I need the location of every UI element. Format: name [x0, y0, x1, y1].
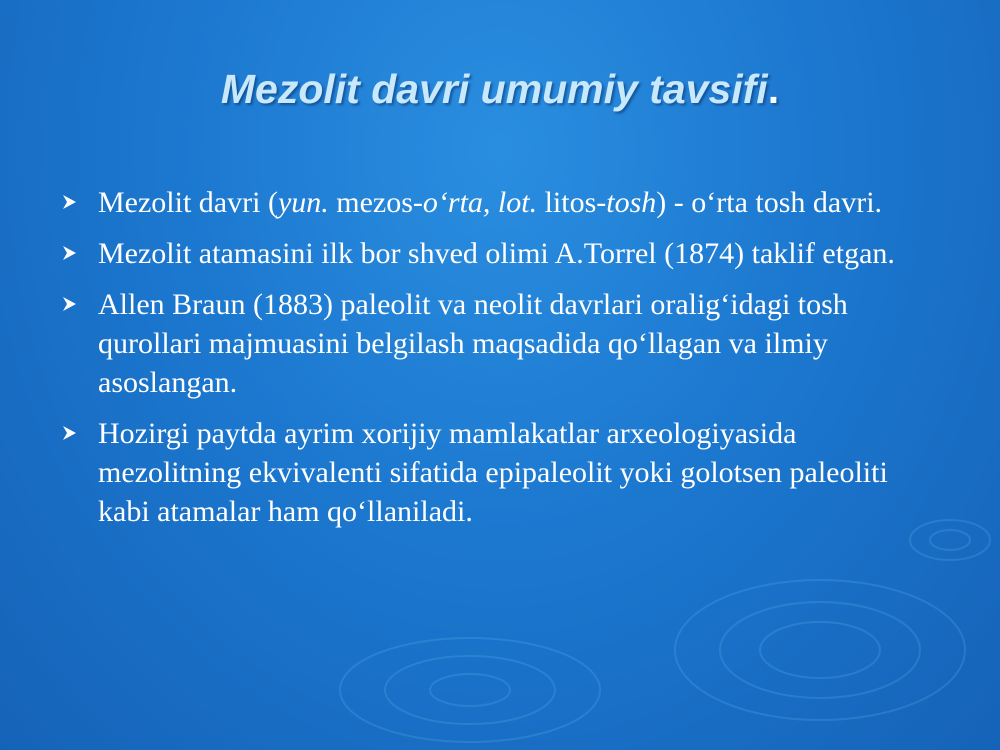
arrow-bullet-icon — [62, 194, 77, 210]
slide-title — [0, 66, 1000, 113]
title-period: . — [767, 66, 780, 112]
bullet-text: mezos- — [328, 186, 423, 219]
bullet-item — [62, 414, 942, 531]
bullet-text: Mezolit davri ( — [98, 186, 278, 219]
bullet-text: tosh — [606, 186, 657, 219]
bullet-text: yun. — [277, 186, 329, 219]
bullet-text: Hozirgi paytda ayrim xorijiy mamlakatlar arxeologiyasida mezolitning ekvivalenti sifatida epipaleolit yoki golotsen paleoliti kabi atamalar ham qo‘llaniladi. — [98, 417, 888, 528]
bullet-item — [62, 285, 942, 402]
arrow-bullet-icon — [62, 245, 77, 261]
bullet-list — [62, 183, 942, 543]
arrow-bullet-icon — [62, 296, 77, 312]
title-text: Mezolit davri umumiy tavsifi — [220, 66, 768, 112]
bullet-text: litos- — [537, 186, 607, 219]
bullet-text: o‘rta, lot. — [422, 186, 538, 219]
bullet-text: Allen Braun (1883) paleolit va neolit davrlari oralig‘idagi tosh qurollari majmuasini belgilash maqsadida qo‘llagan va ilmiy asoslangan. — [98, 288, 848, 399]
bullet-item — [62, 183, 942, 222]
bullet-item — [62, 234, 942, 273]
bullet-text: Mezolit atamasini ilk bor shved olimi A.Torrel (1874) taklif etgan. — [98, 237, 895, 270]
arrow-bullet-icon — [62, 425, 77, 441]
bullet-text: ) - o‘rta tosh davri. — [656, 186, 883, 219]
